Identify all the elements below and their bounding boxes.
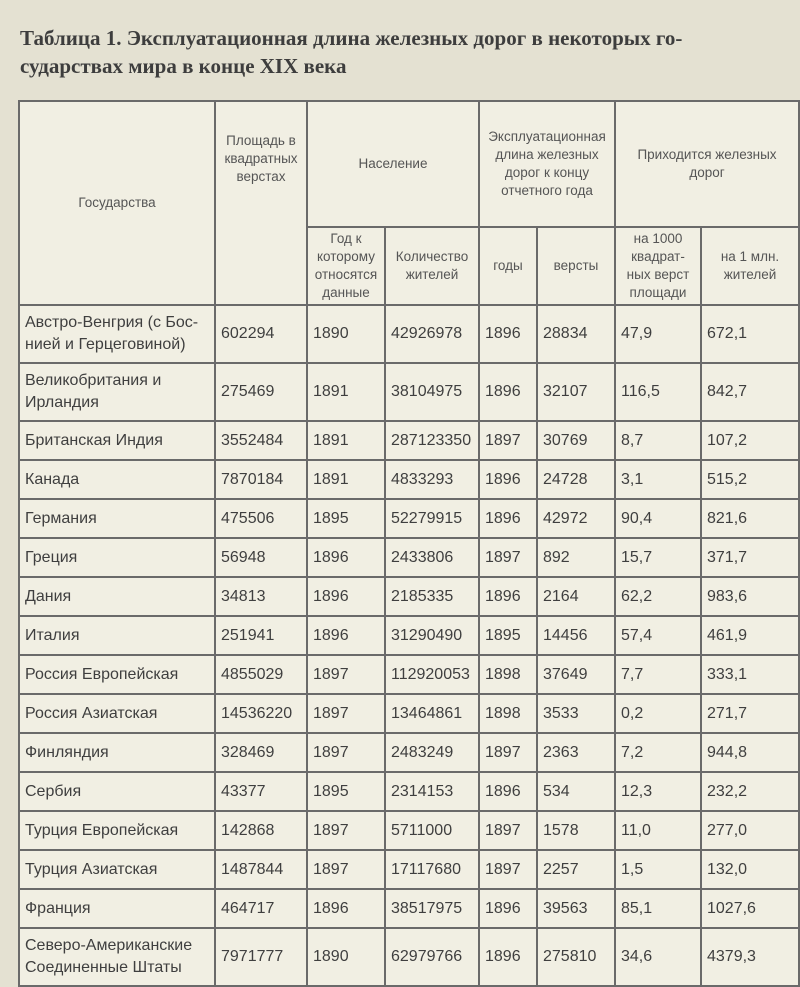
cell-per-area: 62,2 [615, 577, 701, 616]
cell-versts: 1578 [537, 811, 615, 850]
header-rail-length: Эксплуатационная длина железных дорог к концу отчетного года [479, 101, 615, 227]
cell-area: 34813 [215, 577, 307, 616]
cell-area: 475506 [215, 499, 307, 538]
cell-country: Сербия [19, 772, 215, 811]
table-body [19, 305, 799, 986]
cell-population: 2433806 [385, 538, 479, 577]
cell-population: 17117680 [385, 850, 479, 889]
railway-length-table [18, 100, 800, 987]
cell-versts: 2363 [537, 733, 615, 772]
cell-versts: 39563 [537, 889, 615, 928]
cell-per-area: 15,7 [615, 538, 701, 577]
cell-per-area: 57,4 [615, 616, 701, 655]
table-row [19, 421, 799, 460]
cell-country: Британская Индия [19, 421, 215, 460]
cell-area: 7870184 [215, 460, 307, 499]
table-header [19, 101, 799, 305]
cell-per-area: 34,6 [615, 928, 701, 986]
cell-per-area: 47,9 [615, 305, 701, 363]
cell-pop-year: 1896 [307, 616, 385, 655]
cell-population: 62979766 [385, 928, 479, 986]
cell-population: 38104975 [385, 363, 479, 421]
cell-per-area: 0,2 [615, 694, 701, 733]
cell-rail-year: 1897 [479, 850, 537, 889]
cell-per-million: 672,1 [701, 305, 799, 363]
cell-country: Турция Европейская [19, 811, 215, 850]
cell-pop-year: 1896 [307, 577, 385, 616]
cell-per-million: 461,9 [701, 616, 799, 655]
table-row [19, 772, 799, 811]
cell-area: 1487844 [215, 850, 307, 889]
cell-rail-year: 1896 [479, 577, 537, 616]
cell-country: Канада [19, 460, 215, 499]
cell-versts: 14456 [537, 616, 615, 655]
cell-area: 251941 [215, 616, 307, 655]
table-row [19, 460, 799, 499]
cell-pop-year: 1897 [307, 655, 385, 694]
cell-population: 112920053 [385, 655, 479, 694]
cell-per-million: 1027,6 [701, 889, 799, 928]
cell-pop-year: 1897 [307, 694, 385, 733]
cell-versts: 3533 [537, 694, 615, 733]
cell-area: 43377 [215, 772, 307, 811]
cell-country: Турция Азиатская [19, 850, 215, 889]
cell-versts: 275810 [537, 928, 615, 986]
cell-rail-year: 1896 [479, 889, 537, 928]
header-per-million: на 1 млн. жителей [701, 227, 799, 305]
header-per-area: на 1000 квадрат- ных верст площади [615, 227, 701, 305]
cell-population: 42926978 [385, 305, 479, 363]
header-country: Государства [19, 101, 215, 305]
cell-per-area: 116,5 [615, 363, 701, 421]
header-population-year: Год к которому относятся данные [307, 227, 385, 305]
header-per: Приходится железных дорог [615, 101, 799, 227]
cell-population: 287123350 [385, 421, 479, 460]
cell-country: Греция [19, 538, 215, 577]
cell-rail-year: 1896 [479, 772, 537, 811]
cell-per-area: 1,5 [615, 850, 701, 889]
cell-rail-year: 1896 [479, 499, 537, 538]
table-row [19, 655, 799, 694]
cell-rail-year: 1897 [479, 538, 537, 577]
cell-area: 7971777 [215, 928, 307, 986]
cell-per-million: 4379,3 [701, 928, 799, 986]
cell-per-area: 8,7 [615, 421, 701, 460]
cell-rail-year: 1898 [479, 655, 537, 694]
cell-versts: 2257 [537, 850, 615, 889]
table-row [19, 850, 799, 889]
cell-rail-year: 1897 [479, 811, 537, 850]
cell-per-million: 271,7 [701, 694, 799, 733]
table-row [19, 889, 799, 928]
cell-per-million: 515,2 [701, 460, 799, 499]
cell-rail-year: 1896 [479, 305, 537, 363]
cell-area: 14536220 [215, 694, 307, 733]
cell-per-million: 821,6 [701, 499, 799, 538]
cell-area: 275469 [215, 363, 307, 421]
cell-country: Германия [19, 499, 215, 538]
cell-pop-year: 1895 [307, 499, 385, 538]
cell-per-area: 85,1 [615, 889, 701, 928]
table-row [19, 363, 799, 421]
header-population-count: Количество жителей [385, 227, 479, 305]
header-rail-versts: версты [537, 227, 615, 305]
caption-line-1: Таблица 1. Эксплуатационная длина железных дорог в некоторых го- [20, 26, 683, 50]
cell-country: Австро-Венгрия (с Бос- нией и Герцеговиной) [19, 305, 215, 363]
header-rail-years: годы [479, 227, 537, 305]
header-population: Население [307, 101, 479, 227]
cell-rail-year: 1896 [479, 928, 537, 986]
cell-rail-year: 1895 [479, 616, 537, 655]
header-area: Площадь в квадратных верстах [215, 101, 307, 305]
table-row [19, 811, 799, 850]
cell-country: Россия Азиатская [19, 694, 215, 733]
cell-rail-year: 1898 [479, 694, 537, 733]
cell-population: 2314153 [385, 772, 479, 811]
cell-versts: 30769 [537, 421, 615, 460]
cell-population: 4833293 [385, 460, 479, 499]
cell-rail-year: 1897 [479, 733, 537, 772]
cell-pop-year: 1897 [307, 850, 385, 889]
cell-per-million: 132,0 [701, 850, 799, 889]
cell-per-million: 842,7 [701, 363, 799, 421]
table-row [19, 694, 799, 733]
cell-population: 31290490 [385, 616, 479, 655]
cell-versts: 2164 [537, 577, 615, 616]
caption-line-2: сударствах мира в конце XIX века [20, 54, 347, 78]
cell-per-million: 333,1 [701, 655, 799, 694]
cell-pop-year: 1891 [307, 421, 385, 460]
cell-pop-year: 1897 [307, 733, 385, 772]
cell-country: Финляндия [19, 733, 215, 772]
table-row [19, 305, 799, 363]
cell-area: 602294 [215, 305, 307, 363]
cell-pop-year: 1895 [307, 772, 385, 811]
table-row [19, 499, 799, 538]
cell-per-area: 12,3 [615, 772, 701, 811]
cell-pop-year: 1890 [307, 928, 385, 986]
cell-population: 52279915 [385, 499, 479, 538]
cell-per-million: 983,6 [701, 577, 799, 616]
cell-area: 4855029 [215, 655, 307, 694]
cell-country: Дания [19, 577, 215, 616]
cell-area: 142868 [215, 811, 307, 850]
table-row [19, 577, 799, 616]
cell-area: 56948 [215, 538, 307, 577]
railway-table-container [18, 100, 798, 987]
cell-pop-year: 1891 [307, 363, 385, 421]
cell-pop-year: 1890 [307, 305, 385, 363]
cell-area: 464717 [215, 889, 307, 928]
table-row [19, 538, 799, 577]
cell-versts: 28834 [537, 305, 615, 363]
cell-versts: 42972 [537, 499, 615, 538]
cell-per-area: 11,0 [615, 811, 701, 850]
cell-pop-year: 1896 [307, 538, 385, 577]
cell-area: 328469 [215, 733, 307, 772]
cell-per-million: 232,2 [701, 772, 799, 811]
cell-country: Италия [19, 616, 215, 655]
cell-per-area: 3,1 [615, 460, 701, 499]
cell-per-million: 107,2 [701, 421, 799, 460]
cell-population: 2483249 [385, 733, 479, 772]
cell-rail-year: 1896 [479, 363, 537, 421]
cell-population: 38517975 [385, 889, 479, 928]
table-caption [20, 24, 780, 80]
cell-rail-year: 1896 [479, 460, 537, 499]
cell-versts: 534 [537, 772, 615, 811]
cell-population: 2185335 [385, 577, 479, 616]
cell-population: 13464861 [385, 694, 479, 733]
cell-per-million: 371,7 [701, 538, 799, 577]
cell-per-area: 7,2 [615, 733, 701, 772]
cell-per-million: 277,0 [701, 811, 799, 850]
cell-pop-year: 1891 [307, 460, 385, 499]
cell-country: Россия Европейская [19, 655, 215, 694]
cell-area: 3552484 [215, 421, 307, 460]
cell-per-million: 944,8 [701, 733, 799, 772]
table-row [19, 616, 799, 655]
cell-country: Северо-Американские Соединенные Штаты [19, 928, 215, 986]
cell-versts: 892 [537, 538, 615, 577]
cell-country: Великобритания и Ирландия [19, 363, 215, 421]
cell-versts: 24728 [537, 460, 615, 499]
cell-versts: 37649 [537, 655, 615, 694]
cell-per-area: 90,4 [615, 499, 701, 538]
table-row [19, 928, 799, 986]
cell-per-area: 7,7 [615, 655, 701, 694]
cell-pop-year: 1897 [307, 811, 385, 850]
cell-population: 5711000 [385, 811, 479, 850]
cell-versts: 32107 [537, 363, 615, 421]
table-row [19, 733, 799, 772]
cell-country: Франция [19, 889, 215, 928]
cell-rail-year: 1897 [479, 421, 537, 460]
cell-pop-year: 1896 [307, 889, 385, 928]
